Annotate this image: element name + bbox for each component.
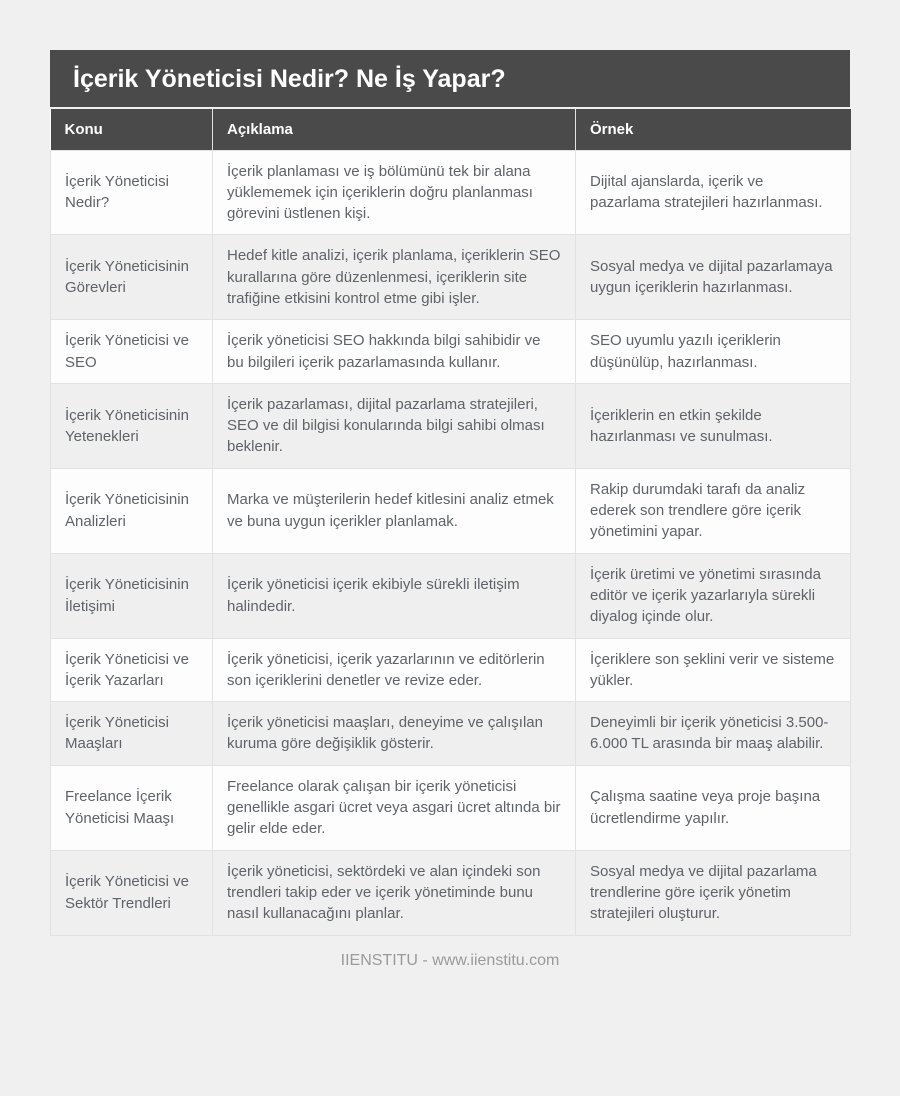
cell-aciklama: İçerik yöneticisi SEO hakkında bilgi sahibidir ve bu bilgileri içerik pazarlamasında kullanır. xyxy=(213,320,576,384)
cell-aciklama: İçerik planlaması ve iş bölümünü tek bir alana yüklememek için içeriklerin doğru planlanması görevini üstlenen kişi. xyxy=(213,150,576,235)
footer-credit: IIENSTITU - www.iienstitu.com xyxy=(340,951,560,969)
cell-ornek: Deneyimli bir içerik yöneticisi 3.500-6.000 TL arasında bir maaş alabilir. xyxy=(576,702,851,766)
cell-ornek: SEO uyumlu yazılı içeriklerin düşünülüp, hazırlanması. xyxy=(576,320,851,384)
cell-ornek: Dijital ajanslarda, içerik ve pazarlama stratejileri hazırlanması. xyxy=(576,150,851,235)
cell-ornek: İçerik üretimi ve yönetimi sırasında editör ve içerik yazarlarıyla sürekli diyalog içinde olur. xyxy=(576,553,851,638)
cell-aciklama: Freelance olarak çalışan bir içerik yöneticisi genellikle asgari ücret veya asgari ücret altında bir gelir elde eder. xyxy=(213,765,576,850)
cell-ornek: Sosyal medya ve dijital pazarlamaya uygun içeriklerin hazırlanması. xyxy=(576,235,851,320)
column-header-ornek: Örnek xyxy=(576,109,851,150)
table-body xyxy=(51,150,851,935)
cell-konu: İçerik Yöneticisi Maaşları xyxy=(51,702,213,766)
table-row xyxy=(51,468,851,553)
cell-aciklama: İçerik pazarlaması, dijital pazarlama stratejileri, SEO ve dil bilgisi konularında bilgi sahibi olması beklenir. xyxy=(213,383,576,468)
cell-konu: İçerik Yöneticisinin Yetenekleri xyxy=(51,383,213,468)
table-row xyxy=(51,383,851,468)
cell-konu: İçerik Yöneticisinin Analizleri xyxy=(51,468,213,553)
cell-ornek: Sosyal medya ve dijital pazarlama trendlerine göre içerik yönetim stratejileri oluşturur. xyxy=(576,850,851,935)
cell-konu: Freelance İçerik Yöneticisi Maaşı xyxy=(51,765,213,850)
table-row xyxy=(51,765,851,850)
cell-aciklama: İçerik yöneticisi maaşları, deneyime ve çalışılan kuruma göre değişiklik gösterir. xyxy=(213,702,576,766)
table-row xyxy=(51,150,851,235)
cell-konu: İçerik Yöneticisinin Görevleri xyxy=(51,235,213,320)
column-header-konu: Konu xyxy=(51,109,213,150)
content-card xyxy=(50,0,850,970)
cell-konu: İçerik Yöneticisi Nedir? xyxy=(51,150,213,235)
table-row xyxy=(51,553,851,638)
table-row xyxy=(51,320,851,384)
column-header-aciklama: Açıklama xyxy=(213,109,576,150)
cell-konu: İçerik Yöneticisi ve SEO xyxy=(51,320,213,384)
cell-konu: İçerik Yöneticisi ve İçerik Yazarları xyxy=(51,638,213,702)
cell-konu: İçerik Yöneticisi ve Sektör Trendleri xyxy=(51,850,213,935)
table-row xyxy=(51,850,851,935)
table-row xyxy=(51,235,851,320)
cell-ornek: İçeriklerin en etkin şekilde hazırlanması ve sunulması. xyxy=(576,383,851,468)
cell-aciklama: İçerik yöneticisi, içerik yazarlarının ve editörlerin son içeriklerini denetler ve revize eder. xyxy=(213,638,576,702)
cell-aciklama: Hedef kitle analizi, içerik planlama, içeriklerin SEO kurallarına göre düzenlenmesi, içeriklerin site trafiğine etkisini kontrol etme gibi işler. xyxy=(213,235,576,320)
content-table xyxy=(50,109,851,936)
cell-ornek: Çalışma saatine veya proje başına ücretlendirme yapılır. xyxy=(576,765,851,850)
table-row xyxy=(51,702,851,766)
table-header-row xyxy=(51,109,851,150)
cell-ornek: İçeriklere son şeklini verir ve sisteme yükler. xyxy=(576,638,851,702)
cell-aciklama: İçerik yöneticisi, sektördeki ve alan içindeki son trendleri takip eder ve içerik yönetiminde bunu nasıl kullanacağını planlar. xyxy=(213,850,576,935)
cell-ornek: Rakip durumdaki tarafı da analiz ederek son trendlere göre içerik yönetimini yapar. xyxy=(576,468,851,553)
page-title: İçerik Yöneticisi Nedir? Ne İş Yapar? xyxy=(50,50,850,109)
cell-konu: İçerik Yöneticisinin İletişimi xyxy=(51,553,213,638)
table-row xyxy=(51,638,851,702)
cell-aciklama: İçerik yöneticisi içerik ekibiyle sürekli iletişim halindedir. xyxy=(213,553,576,638)
cell-aciklama: Marka ve müşterilerin hedef kitlesini analiz etmek ve buna uygun içerikler planlamak. xyxy=(213,468,576,553)
